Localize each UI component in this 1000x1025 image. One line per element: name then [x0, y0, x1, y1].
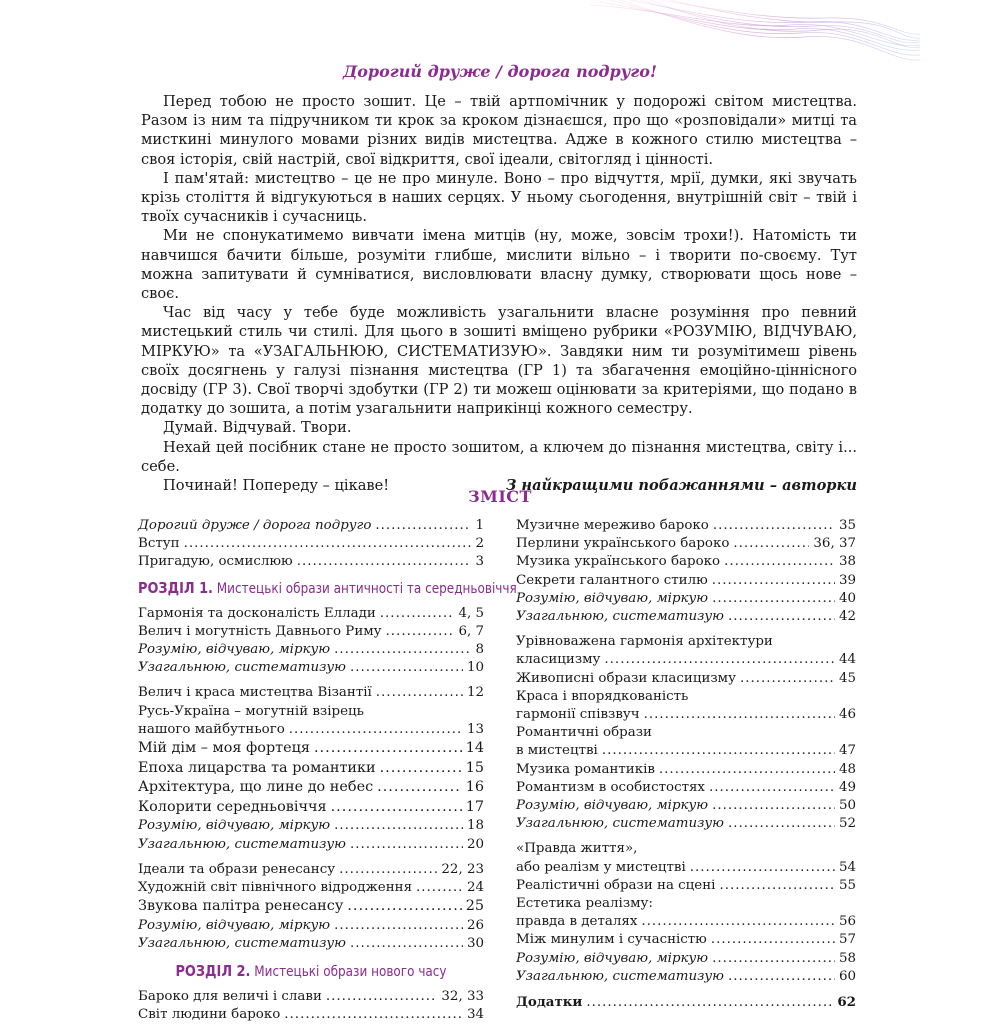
- toc-entry[interactable]: [516, 761, 856, 779]
- toc-entry-title: Велич і краса мистецтва Візантії: [138, 685, 372, 701]
- dot-leader: [297, 553, 472, 571]
- toc-entry[interactable]: [516, 779, 856, 797]
- section-label: РОЗДІЛ 2.: [175, 962, 251, 981]
- toc-entry[interactable]: [516, 968, 856, 986]
- dot-leader: [740, 670, 835, 688]
- intro-text: [141, 92, 857, 495]
- toc-entry[interactable]: [516, 742, 856, 760]
- section-title: Мистецькі образи нового часу: [254, 964, 447, 981]
- toc-entry-page: 47: [838, 743, 856, 759]
- toc-entry-title: Розумію, відчуваю, міркую: [516, 798, 709, 814]
- toc-entry-page: 39: [838, 572, 856, 588]
- dot-leader: [604, 651, 835, 669]
- toc-entry[interactable]: [516, 950, 856, 968]
- toc-entry[interactable]: [516, 859, 856, 877]
- toc-entry-title: Узагальнюю, систематизую: [516, 968, 724, 984]
- toc-entry-page: 26: [466, 917, 484, 933]
- toc-entry[interactable]: [516, 706, 856, 724]
- toc-entry-page: 22, 23: [441, 861, 484, 877]
- dot-leader: [386, 623, 455, 641]
- toc-entry[interactable]: [516, 815, 856, 833]
- toc-entry[interactable]: [138, 553, 484, 571]
- dot-leader: [728, 968, 835, 986]
- toc-entry[interactable]: [138, 861, 484, 879]
- intro-paragraph: Думай. Відчувай. Твори.: [163, 419, 352, 437]
- dot-leader: [641, 913, 835, 931]
- toc-entry-title: Узагальнюю, систематизую: [516, 816, 724, 832]
- toc-left-column: [138, 517, 517, 1025]
- toc-entry-title: Узагальнюю, систематизую: [138, 660, 346, 676]
- dot-leader: [709, 779, 835, 797]
- dot-leader: [289, 721, 463, 739]
- dot-leader: [377, 778, 462, 798]
- toc-entry[interactable]: [138, 659, 484, 677]
- toc-entry-page: 3: [475, 554, 484, 570]
- toc-entry-page: 8: [475, 642, 484, 658]
- toc-entry-title: Мій дім – моя фортеця: [138, 740, 310, 757]
- toc-entry[interactable]: [138, 988, 484, 1006]
- dot-leader: [334, 917, 463, 935]
- toc-entry-page: 2: [475, 536, 484, 552]
- dot-leader: [416, 879, 463, 897]
- toc-entry-page: 14: [465, 740, 484, 757]
- dot-leader: [724, 553, 835, 571]
- toc-entry[interactable]: [138, 917, 484, 935]
- toc-entry[interactable]: [138, 1006, 484, 1024]
- toc-entry-page: 12: [466, 685, 484, 701]
- toc-entry[interactable]: [516, 993, 856, 1012]
- toc-entry-title: Гармонія та досконалість Еллади: [138, 605, 376, 621]
- toc-entry-page: 18: [466, 818, 484, 834]
- toc-entry-page: 13: [466, 721, 484, 737]
- toc-entry-title: Розумію, відчуваю, міркую: [138, 818, 331, 834]
- toc-entry-line: Романтичні образи: [516, 725, 652, 741]
- toc-entry[interactable]: [138, 879, 484, 897]
- dot-leader: [326, 988, 438, 1006]
- toc-entry-title: Перлини українського бароко: [516, 536, 730, 552]
- toc-entry-page: 35: [838, 518, 856, 533]
- toc-entry-title: правда в деталях: [516, 914, 638, 930]
- decorative-wave: [590, 0, 920, 70]
- dot-leader: [712, 590, 835, 608]
- toc-entry[interactable]: [138, 798, 484, 818]
- toc-title: ЗМІСТ: [468, 487, 532, 506]
- dot-leader: [376, 684, 463, 702]
- toc-entry-line: Урівноважена гармонія архітектури: [516, 634, 773, 650]
- toc-entry-title: Світ людини бароко: [138, 1007, 281, 1023]
- section-title: Мистецькі образи античності та середньовіччя: [216, 580, 517, 597]
- toc-entry-title: Реалістичні образи на сцені: [516, 877, 716, 893]
- toc-entry-page: 1: [475, 518, 484, 533]
- toc-entry[interactable]: [138, 535, 484, 553]
- toc-entry-title: Між минулим і сучасністю: [516, 932, 707, 948]
- toc-entry-page: 62: [837, 994, 856, 1011]
- dot-leader: [713, 517, 835, 535]
- toc-entry-title: Музика українського бароко: [516, 554, 721, 570]
- dot-leader: [690, 859, 835, 877]
- toc-entry[interactable]: [516, 535, 856, 553]
- dot-leader: [733, 535, 809, 553]
- dot-leader: [350, 935, 463, 953]
- dot-leader: [602, 742, 835, 760]
- toc-entry-page: 16: [465, 779, 484, 796]
- toc-entry-title: Розумію, відчуваю, міркую: [138, 917, 331, 933]
- toc-entry-title: Дорогий друже / дорога подруго: [138, 518, 372, 533]
- toc-entry-title: Узагальнюю, систематизую: [516, 609, 724, 625]
- toc-entry-page: 52: [838, 816, 856, 832]
- dot-leader: [339, 861, 437, 879]
- dot-leader: [334, 817, 463, 835]
- toc-entry-title: Живописні образи класицизму: [516, 670, 736, 686]
- toc-entry[interactable]: [138, 623, 484, 641]
- intro-paragraph: Перед тобою не просто зошит. Це – твій артпомічник у подорожі світом мистецтва. Разом із ним та підручником ти крок за кроком дізнаєшся, про що «розповідали» митці та мисткині минулого мовами різних видів мистецтва. Адже в кожного стилю мистецтва – своя історія, свій настрій, свої відкриття, свої ідеали, світогляд і цінності.: [141, 93, 857, 168]
- dot-leader: [184, 535, 472, 553]
- toc-entry[interactable]: [516, 931, 856, 949]
- toc-entry[interactable]: [138, 897, 484, 917]
- dot-leader: [711, 931, 835, 949]
- greeting-heading: Дорогий друже / дорога подруго!: [342, 62, 657, 81]
- dot-leader: [659, 761, 835, 779]
- toc-entry-page: 38: [838, 554, 856, 570]
- toc-entry-title: Епоха лицарства та романтики: [138, 759, 376, 776]
- toc-entry[interactable]: [516, 913, 856, 931]
- toc-entry-title: Узагальнюю, систематизую: [138, 836, 346, 852]
- toc-right-column: [516, 517, 856, 1012]
- toc-entry[interactable]: [138, 721, 484, 739]
- toc-entry-page: 30: [466, 936, 484, 952]
- toc-entry-title: нашого майбутнього: [138, 721, 285, 737]
- toc-entry[interactable]: [138, 517, 484, 535]
- toc-entry-page: 24: [466, 880, 484, 896]
- toc-entry-title: класицизму: [516, 652, 601, 668]
- toc-entry-line: «Правда життя»,: [516, 841, 638, 857]
- toc-entry[interactable]: [138, 739, 484, 759]
- dot-leader: [347, 897, 461, 917]
- toc-entry-page: 55: [838, 877, 856, 893]
- dot-leader: [334, 641, 471, 659]
- toc-entry-page: 60: [838, 968, 856, 984]
- intro-paragraph: Ми не спонукатимемо вивчати імена митців (ну, може, зовсім трохи!). Натомість ти навчишся бачити більше, розуміти глибше, мислити вільно – і творити по-своєму. Тут можна запитувати й сумніватися, висловлювати власну думку, створювати щось нове – своє.: [141, 227, 857, 303]
- dot-leader: [331, 798, 462, 818]
- dot-leader: [284, 1006, 463, 1024]
- toc-entry-line: Русь-Україна – могутній взірець: [138, 703, 364, 719]
- toc-entry-title: або реалізм у мистецтві: [516, 859, 686, 875]
- dot-leader: [728, 815, 835, 833]
- toc-entry[interactable]: [138, 684, 484, 702]
- toc-entry-line: Естетика реалізму:: [516, 896, 653, 912]
- section-1-heading: [138, 578, 517, 599]
- toc-entry[interactable]: [138, 778, 484, 798]
- toc-entry-title: Музика романтиків: [516, 761, 655, 777]
- dot-leader: [712, 950, 835, 968]
- toc-entry[interactable]: [516, 877, 856, 895]
- dot-leader: [380, 759, 462, 779]
- section-label: РОЗДІЛ 1.: [138, 578, 213, 597]
- toc-entry-title: Романтизм в особистостях: [516, 779, 705, 795]
- toc-entry[interactable]: [516, 572, 856, 590]
- intro-paragraph: І пам'ятай: мистецтво – це не про минуле. Воно – про відчуття, мрії, думки, які звучать крізь століття й відгукуються в наших серцях. У ньому сьогодення, внутрішній світ – твій і твоїх сучасників і сучасниць.: [141, 169, 857, 226]
- toc-entry-title: Архітектура, що лине до небес: [138, 779, 374, 796]
- toc-entry-page: 36, 37: [813, 536, 856, 552]
- toc-entry-title: гармонії співзвуч: [516, 707, 640, 723]
- toc-entry-page: 58: [838, 950, 856, 966]
- toc-entry-page: 6, 7: [458, 623, 484, 639]
- toc-entry-page: 56: [838, 914, 856, 930]
- intro-paragraph: Час від часу у тебе буде можливість узагальнити власне розуміння про певний мистецький стиль чи стилі. Для цього в зошиті вміщено рубрики «РОЗУМІЮ, ВІДЧУВАЮ, МІРКУЮ» та «УЗАГАЛЬНЮЮ, СИСТЕМАТИЗУЮ». Завдяки ним ти розумітимеш рівень своїх досягнень у галузі пізнання мистецтва (ГР 1) та збагачення емоційно-ціннісного досвіду (ГР 3). Свої творчі здобутки (ГР 2) ти можеш оцінювати за критеріями, що подано в додатку до зошита, а потім узагальнити наприкінці кожного семестру.: [141, 304, 857, 418]
- toc-entry-page: 20: [466, 836, 484, 852]
- dot-leader: [380, 605, 455, 623]
- toc-entry-page: 25: [465, 898, 484, 915]
- toc-entry[interactable]: [516, 517, 856, 535]
- toc-entry-title: Ідеали та образи ренесансу: [138, 861, 336, 877]
- toc-entry-title: Вступ: [138, 536, 180, 552]
- toc-entry-page: 44: [838, 652, 856, 668]
- toc-entry-title: в мистецтві: [516, 743, 598, 759]
- signature: З найкращими побажаннями – авторки: [505, 477, 857, 495]
- toc-entry[interactable]: [516, 553, 856, 571]
- toc-entry-title: Музичне мереживо бароко: [516, 518, 709, 533]
- toc-entry-page: 50: [838, 798, 856, 814]
- dot-leader: [728, 608, 835, 626]
- intro-paragraph: Починай! Попереду – цікаве!: [163, 477, 390, 495]
- section-2-heading: [162, 961, 460, 982]
- toc-entry-page: 15: [465, 759, 484, 776]
- toc-entry[interactable]: [138, 759, 484, 779]
- toc-entry-title: Додатки: [516, 994, 583, 1011]
- toc-entry-title: Розумію, відчуваю, міркую: [516, 590, 709, 606]
- toc-entry-page: 32, 33: [441, 989, 484, 1005]
- toc-entry-page: 42: [838, 609, 856, 625]
- dot-leader: [586, 994, 833, 1012]
- toc-entry[interactable]: [516, 608, 856, 626]
- dot-leader: [719, 877, 835, 895]
- toc-entry-page: 34: [466, 1007, 484, 1023]
- toc-entry[interactable]: [516, 797, 856, 815]
- toc-entry-title: Узагальнюю, систематизую: [138, 936, 346, 952]
- toc-entry-page: 46: [838, 707, 856, 723]
- toc-entry-page: 57: [838, 932, 856, 948]
- dot-leader: [712, 572, 835, 590]
- toc-entry-page: 17: [465, 798, 484, 815]
- toc-entry-title: Розумію, відчуваю, міркую: [516, 950, 709, 966]
- toc-entry[interactable]: [138, 817, 484, 835]
- toc-entry-title: Звукова палітра ренесансу: [138, 898, 344, 915]
- toc-entry-title: Бароко для величі і слави: [138, 989, 322, 1005]
- toc-entry-page: 40: [838, 590, 856, 606]
- dot-leader: [712, 797, 835, 815]
- toc-entry-line: Краса і впорядкованість: [516, 688, 689, 704]
- toc-entry-page: 54: [838, 859, 856, 875]
- toc-entry-page: 10: [466, 660, 484, 676]
- toc-entry[interactable]: [516, 590, 856, 608]
- toc-entry[interactable]: [516, 670, 856, 688]
- toc-entry[interactable]: [516, 651, 856, 669]
- toc-entry[interactable]: [138, 641, 484, 659]
- dot-leader: [314, 739, 462, 759]
- toc-entry[interactable]: [138, 935, 484, 953]
- toc-entry-page: 4, 5: [458, 605, 484, 621]
- intro-paragraph: Нехай цей посібник стане не просто зошитом, а ключем до пізнання мистецтва, світу і... себе.: [141, 438, 857, 475]
- toc-entry-title: Пригадую, осмислюю: [138, 554, 293, 570]
- toc-entry[interactable]: [138, 605, 484, 623]
- toc-entry-page: 49: [838, 779, 856, 795]
- dot-leader: [644, 706, 835, 724]
- toc-entry-page: 45: [838, 670, 856, 686]
- dot-leader: [350, 659, 463, 677]
- toc-entry-title: Розумію, відчуваю, міркую: [138, 642, 331, 658]
- dot-leader: [350, 836, 463, 854]
- toc-entry-title: Колорити середньовіччя: [138, 798, 327, 815]
- toc-entry-page: 48: [838, 761, 856, 777]
- toc-entry-title: Художній світ північного відродження: [138, 880, 413, 896]
- toc-entry-title: Секрети галантного стилю: [516, 572, 708, 588]
- dot-leader: [375, 517, 471, 535]
- toc-entry[interactable]: [138, 836, 484, 854]
- toc-entry-title: Велич і могутність Давнього Риму: [138, 623, 382, 639]
